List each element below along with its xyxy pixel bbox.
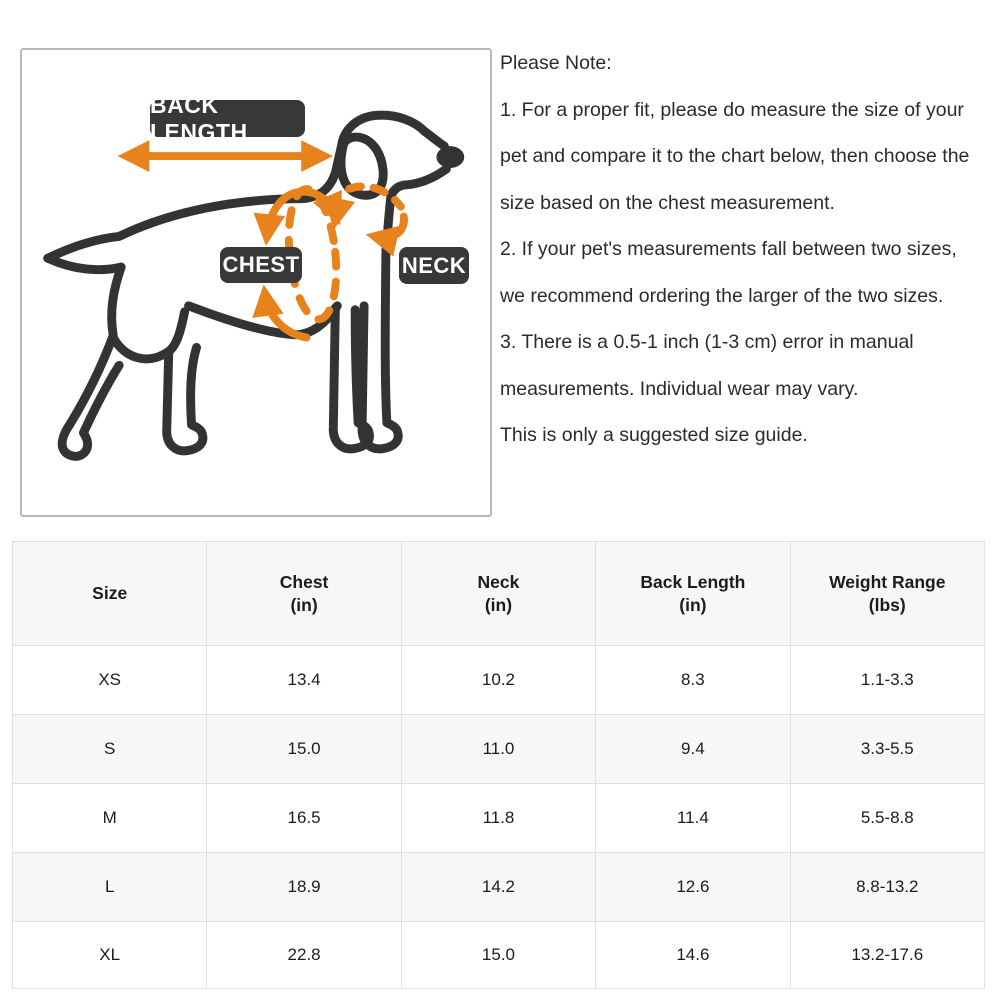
- cell-neck: 10.2: [401, 646, 595, 715]
- cell-chest: 15.0: [207, 715, 401, 784]
- cell-neck: 15.0: [401, 922, 595, 989]
- cell-back-length: 12.6: [596, 853, 790, 922]
- dog-measurement-diagram: [20, 48, 492, 517]
- table-row-s: [13, 715, 985, 784]
- table-row-xl: [13, 922, 985, 989]
- dog-outline: [48, 115, 467, 456]
- cell-weight-range: 3.3-5.5: [790, 715, 984, 784]
- column-header-chest: Chest (in): [207, 542, 401, 646]
- cell-neck: 11.8: [401, 784, 595, 853]
- cell-weight-range: 8.8-13.2: [790, 853, 984, 922]
- column-header-back-length: Back Length (in): [596, 542, 790, 646]
- cell-back-length: 11.4: [596, 784, 790, 853]
- neck-label: NECK: [401, 252, 467, 278]
- table-row-l: [13, 853, 985, 922]
- cell-back-length: 8.3: [596, 646, 790, 715]
- cell-chest: 16.5: [207, 784, 401, 853]
- note-line: measurements. Individual wear may vary.: [500, 377, 859, 400]
- notes-heading: Please Note:: [500, 52, 612, 74]
- cell-back-length: 14.6: [596, 922, 790, 989]
- cell-size: XS: [13, 646, 207, 715]
- dog-nose-icon: [436, 146, 464, 168]
- cell-weight-range: 13.2-17.6: [790, 922, 984, 989]
- note-line: pet and compare it to the chart below, then choose the: [500, 145, 970, 167]
- cell-weight-range: 5.5-8.8: [790, 784, 984, 853]
- notes: [500, 40, 996, 459]
- chest-badge: [220, 247, 302, 283]
- cell-neck: 14.2: [401, 853, 595, 922]
- column-header-neck: Neck (in): [401, 542, 595, 646]
- cell-size: L: [13, 853, 207, 922]
- note-line: size based on the chest measurement.: [500, 191, 835, 214]
- cell-chest: 22.8: [207, 922, 401, 989]
- cell-neck: 11.0: [401, 715, 595, 784]
- cell-size: S: [13, 715, 207, 784]
- note-line: we recommend ordering the larger of the two sizes.: [500, 284, 944, 307]
- cell-size: XL: [13, 922, 207, 989]
- note-line: 1. For a proper fit, please do measure the size of your: [500, 98, 964, 121]
- note-line: This is only a suggested size guide.: [500, 424, 808, 446]
- note-line: 3. There is a 0.5-1 inch (1-3 cm) error in manual: [500, 331, 914, 353]
- column-header-size: Size: [13, 542, 207, 646]
- chest-label: CHEST: [222, 252, 300, 277]
- back-length-badge: [150, 91, 305, 145]
- back-length-label: BACK LENGTH: [150, 91, 248, 145]
- neck-badge: [399, 247, 469, 284]
- cell-weight-range: 1.1-3.3: [790, 646, 984, 715]
- cell-chest: 13.4: [207, 646, 401, 715]
- header-row: [13, 542, 985, 646]
- note-line: 2. If your pet's measurements fall between two sizes,: [500, 238, 957, 260]
- cell-chest: 18.9: [207, 853, 401, 922]
- table-row-m: [13, 784, 985, 853]
- cell-back-length: 9.4: [596, 715, 790, 784]
- column-header-weight-range: Weight Range (lbs): [790, 542, 984, 646]
- cell-size: M: [13, 784, 207, 853]
- table-row-xs: [13, 646, 985, 715]
- size-chart-table: [12, 541, 985, 989]
